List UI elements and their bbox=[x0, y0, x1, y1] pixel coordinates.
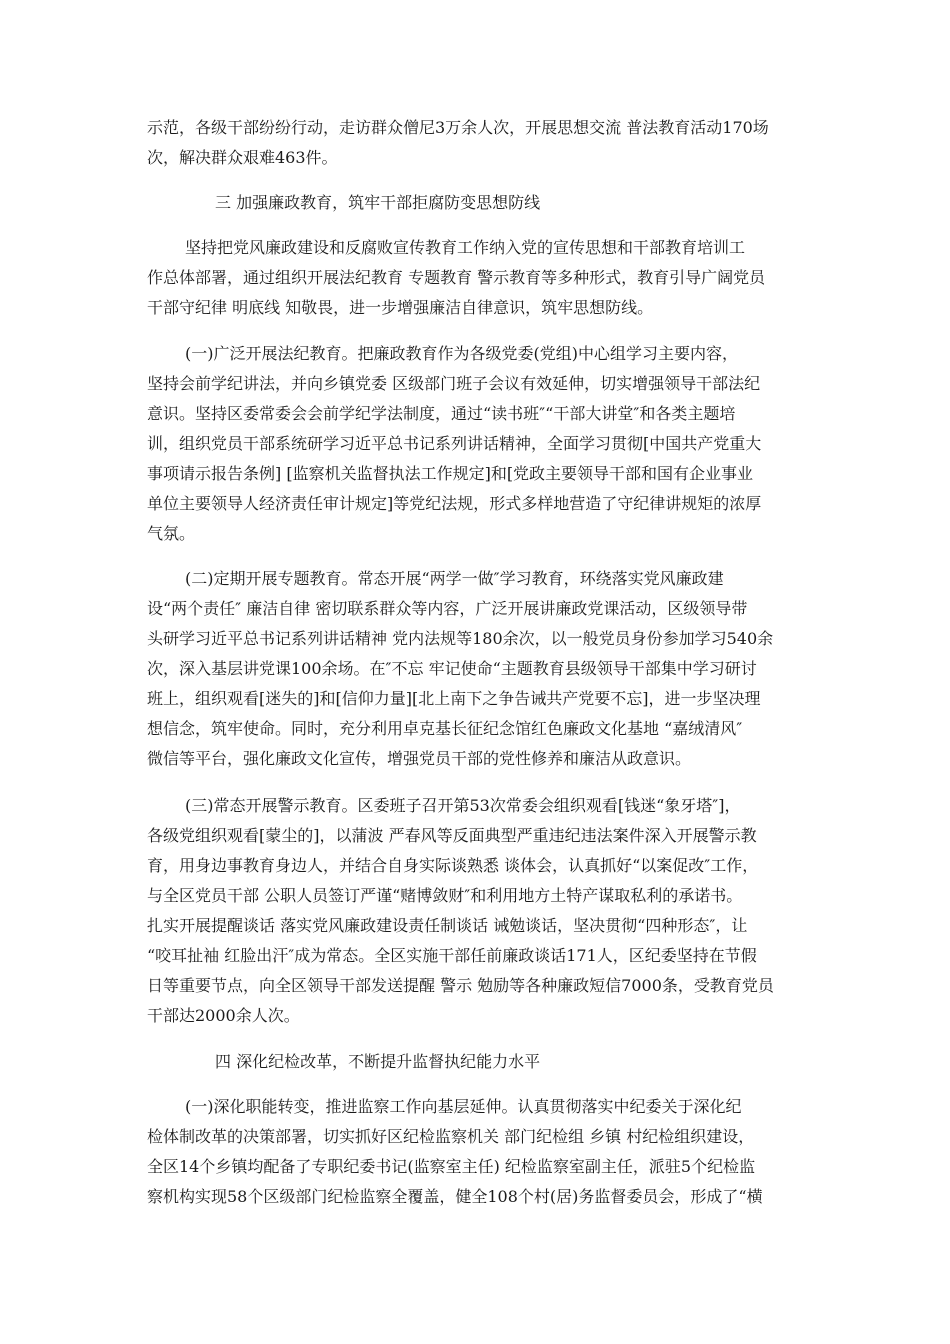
paragraph-line: 头研学习近平总书记系列讲话精神 党内法规等180余次，以一般党员身份参加学习540余 bbox=[147, 629, 774, 648]
paragraph-line: 干部守纪律 明底线 知敬畏，进一步增强廉洁自律意识，筑牢思想防线。 bbox=[147, 298, 654, 317]
paragraph-line: 气氛。 bbox=[147, 524, 196, 543]
paragraph-line: (二)定期开展专题教育。常态开展“两学一做″学习教育，环绕落实党风廉政建 bbox=[185, 569, 724, 588]
paragraph-line: 班上，组织观看[迷失的]和[信仰力量][北上南下之争告诫共产党要不忘]，进一步坚决理 bbox=[147, 689, 761, 708]
paragraph-line: 日等重要节点，向全区领导干部发送提醒 警示 勉励等各种廉政短信7000条，受教育党员 bbox=[147, 976, 774, 995]
paragraph-line: 想信念，筑牢使命。同时，充分利用卓克基长征纪念馆红色廉政文化基地 “嘉绒清风″ bbox=[147, 719, 743, 738]
paragraph-line: 意识。坚持区委常委会会前学纪学法制度，通过“读书班″“干部大讲堂″和各类主题培 bbox=[147, 404, 736, 423]
paragraph-line: 坚持会前学纪讲法，并向乡镇党委 区级部门班子会议有效延伸，切实增强领导干部法纪 bbox=[147, 374, 761, 393]
paragraph-line: (一)广泛开展法纪教育。把廉政教育作为各级党委(党组)中心组学习主要内容， bbox=[185, 344, 738, 363]
paragraph-line: 作总体部署，通过组织开展法纪教育 专题教育 警示教育等多种形式，教育引导广阔党员 bbox=[147, 268, 766, 287]
paragraph-line: 坚持把党风廉政建设和反腐败宣传教育工作纳入党的宣传思想和干部教育培训工 bbox=[185, 238, 746, 257]
paragraph-line: 各级党组织观看[蒙尘的]，以蒲波 严春风等反面典型严重违纪违法案件深入开展警示教 bbox=[147, 826, 757, 845]
paragraph-line: 次，深入基层讲党课100余场。在″不忘 牢记使命“主题教育县级领导干部集中学习研讨 bbox=[147, 659, 757, 678]
paragraph-line: (三)常态开展警示教育。区委班子召开第53次常委会组织观看[钱迷“象牙塔″]， bbox=[185, 796, 741, 815]
paragraph-line: 训，组织党员干部系统研学习近平总书记系列讲话精神，全面学习贯彻[中国共产党重大 bbox=[147, 434, 762, 453]
paragraph-line: 微信等平台，强化廉政文化宣传，增强党员干部的党性修养和廉洁从政意识。 bbox=[147, 749, 692, 768]
paragraph-line: 全区14个乡镇均配备了专职纪委书记(监察室主任) 纪检监察室副主任，派驻5个纪检监 bbox=[147, 1157, 756, 1176]
paragraph-line: “咬耳扯袖 红脸出汗″成为常态。全区实施干部任前廉政谈话171人，区纪委坚持在节假 bbox=[147, 946, 757, 965]
paragraph-line: 育，用身边事教育身边人，并结合自身实际谈熟悉 谈体会，认真抓好“以案促改″工作， bbox=[147, 856, 759, 875]
paragraph-line: 次，解决群众艰难463件。 bbox=[147, 148, 338, 167]
paragraph-line: (一)深化职能转变，推进监察工作向基层延伸。认真贯彻落实中纪委关于深化纪 bbox=[185, 1097, 742, 1116]
paragraph-line: 与全区党员干部 公职人员签订严谨“赌博敛财″和利用地方土特产谋取私利的承诺书。 bbox=[147, 886, 743, 905]
paragraph-line: 扎实开展提醒谈话 落实党风廉政建设责任制谈话 诫勉谈话，坚决贯彻“四种形态″，让 bbox=[147, 916, 748, 935]
section-heading: 三 加强廉政教育，筑牢干部拒腐防变思想防线 bbox=[215, 193, 541, 212]
section-heading: 四 深化纪检改革，不断提升监督执纪能力水平 bbox=[215, 1052, 541, 1071]
paragraph-line: 设“两个责任″ 廉洁自律 密切联系群众等内容，广泛开展讲廉政党课活动，区级领导带 bbox=[147, 599, 748, 618]
paragraph-line: 单位主要领导人经济责任审计规定]等党纪法规，形式多样地营造了守纪律讲规矩的浓厚 bbox=[147, 494, 762, 513]
paragraph-line: 干部达2000余人次。 bbox=[147, 1006, 300, 1025]
paragraph-line: 示范，各级干部纷纷行动，走访群众僧尼3万余人次，开展思想交流 普法教育活动170场 bbox=[147, 118, 769, 137]
paragraph-line: 察机构实现58个区级部门纪检监察全覆盖，健全108个村(居)务监督委员会，形成了“横 bbox=[147, 1187, 763, 1206]
paragraph-line: 事项请示报告条例] [监察机关监督执法工作规定]和[党政主要领导干部和国有企业事业 bbox=[147, 464, 754, 483]
paragraph-line: 检体制改革的决策部署，切实抓好区纪检监察机关 部门纪检组 乡镇 村纪检组织建设， bbox=[147, 1127, 755, 1146]
